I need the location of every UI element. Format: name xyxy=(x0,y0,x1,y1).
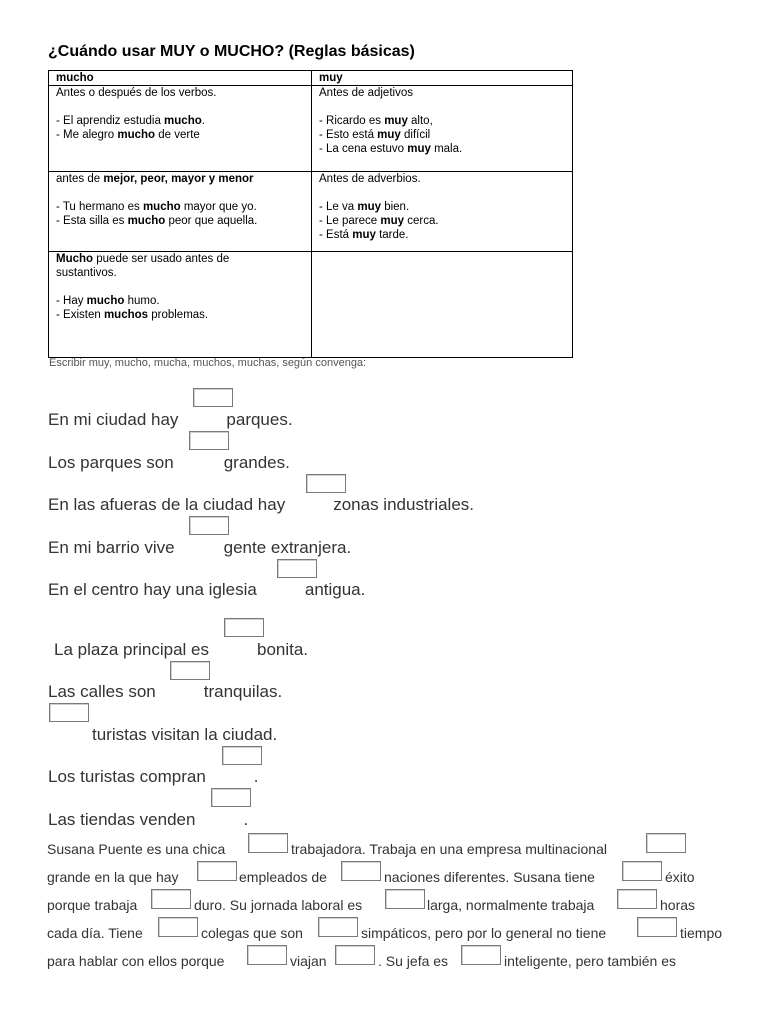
rule-line xyxy=(319,142,565,156)
paragraph-text: viajan xyxy=(290,953,327,969)
paragraph-text: larga, normalmente trabaja xyxy=(427,897,595,913)
exercise-sentence: Los parques son grandes. xyxy=(48,453,290,472)
rule-text: - Tu hermano es xyxy=(56,201,143,213)
answer-box-1[interactable] xyxy=(193,388,233,407)
rule-line xyxy=(56,128,304,142)
bold-keyword: mucho xyxy=(117,129,156,141)
paragraph-answer-box[interactable] xyxy=(617,889,657,909)
paragraph-answer-box[interactable] xyxy=(637,917,677,937)
rule-text: - Le parece xyxy=(319,215,381,227)
paragraph-answer-box[interactable] xyxy=(341,861,381,881)
rule-line xyxy=(56,266,304,280)
paragraph-answer-box[interactable] xyxy=(248,833,288,853)
bold-keyword: muy xyxy=(380,215,405,227)
bold-keyword: muy xyxy=(357,201,382,213)
paragraph-text: tiempo xyxy=(680,925,723,941)
paragraph-text: . Su jefa es xyxy=(378,953,449,969)
bold-keyword: mucho xyxy=(86,295,125,307)
exercise-sentence: Los turistas compran . xyxy=(48,767,259,786)
rule-line xyxy=(319,172,565,186)
rule-text: de verte xyxy=(155,129,200,141)
rule-line xyxy=(56,308,304,322)
paragraph-text: cada día. Tiene xyxy=(47,925,143,941)
answer-box-2[interactable] xyxy=(189,431,229,450)
bold-keyword: muy xyxy=(407,143,431,155)
rule-text: - Esta silla es xyxy=(56,215,128,227)
rule-line xyxy=(56,172,304,186)
exercise-sentence: Las calles son tranquilas. xyxy=(48,682,283,701)
paragraph-text: inteligente, pero también es xyxy=(504,953,676,969)
rule-text: - Existen xyxy=(56,309,104,321)
rule-spacer xyxy=(56,186,304,200)
rule-text: alto, xyxy=(407,115,433,127)
paragraph-answer-box[interactable] xyxy=(247,945,287,965)
answer-box-6[interactable] xyxy=(224,618,264,637)
answer-box-5[interactable] xyxy=(277,559,317,578)
rule-line xyxy=(319,228,565,242)
bold-keyword: muy xyxy=(377,129,401,141)
paragraph-answer-box[interactable] xyxy=(461,945,501,965)
column-header-muy: muy xyxy=(312,71,573,86)
exercise-sentence: La plaza principal es bonita. xyxy=(54,640,309,659)
exercise-sentence: En el centro hay una iglesia antigua. xyxy=(48,580,366,599)
rule-spacer xyxy=(319,186,565,200)
instructions: Escribir muy, mucho, mucha, muchos, muchas, según convenga: xyxy=(49,357,367,369)
paragraph-answer-box[interactable] xyxy=(646,833,686,853)
exercise-sentence: En mi barrio vive gente extranjera. xyxy=(48,538,352,557)
bold-keyword: mejor, peor, mayor y menor xyxy=(103,173,254,185)
exercise-sentence: En mi ciudad hay parques. xyxy=(48,410,293,429)
bold-keyword: muchos xyxy=(103,309,149,321)
rule-text: tarde. xyxy=(375,229,409,241)
rule-text: - Esto está xyxy=(319,129,378,141)
rule-text: humo. xyxy=(124,295,160,307)
rule-text: - El aprendiz estudia xyxy=(56,115,165,127)
rule-text: - Hay xyxy=(56,295,87,307)
paragraph-text: trabajadora. Trabaja en una empresa multinacional xyxy=(291,841,607,857)
rule-cell xyxy=(49,252,312,358)
exercise-sentence: turistas visitan la ciudad. xyxy=(92,725,278,744)
rule-line xyxy=(319,114,565,128)
rule-cell xyxy=(49,172,312,252)
rule-text: - Ricardo es xyxy=(319,115,385,127)
answer-box-7[interactable] xyxy=(170,661,210,680)
answer-box-8[interactable] xyxy=(49,703,89,722)
paragraph-text: duro. Su jornada laboral es xyxy=(194,897,363,913)
paragraph-text: grande en la que hay xyxy=(47,869,179,885)
paragraph-text: éxito xyxy=(665,869,695,885)
rule-line xyxy=(319,200,565,214)
rule-text: Antes de adjetivos xyxy=(319,87,413,99)
paragraph-answer-box[interactable] xyxy=(318,917,358,937)
rule-text: puede ser usado antes de xyxy=(93,253,230,265)
paragraph-text: Susana Puente es una chica xyxy=(47,841,226,857)
paragraph-text: naciones diferentes. Susana tiene xyxy=(384,869,595,885)
bold-keyword: muy xyxy=(384,115,408,127)
rule-text: - Me alegro xyxy=(56,129,118,141)
paragraph-text: para hablar con ellos porque xyxy=(47,953,225,969)
bold-keyword: Mucho xyxy=(56,253,94,265)
page-title: ¿Cuándo usar MUY o MUCHO? (Reglas básicas) xyxy=(48,43,415,60)
rule-cell xyxy=(312,252,573,358)
paragraph-answer-box[interactable] xyxy=(151,889,191,909)
rule-line xyxy=(319,128,565,142)
rule-text: antes de xyxy=(56,173,104,185)
column-header-mucho: mucho xyxy=(49,71,312,86)
rule-text: problemas. xyxy=(148,309,209,321)
rule-line xyxy=(56,114,304,128)
paragraph-answer-box[interactable] xyxy=(158,917,198,937)
bold-keyword: muy xyxy=(352,229,376,241)
rule-text: mala. xyxy=(430,143,463,155)
rule-text: mayor que yo. xyxy=(180,201,257,213)
bold-keyword: mucho xyxy=(164,115,202,127)
rule-line xyxy=(319,214,565,228)
paragraph-answer-box[interactable] xyxy=(385,889,425,909)
rule-line xyxy=(56,294,304,308)
rules-table xyxy=(48,70,573,358)
answer-box-3[interactable] xyxy=(306,474,346,493)
paragraph-text: empleados de xyxy=(239,869,327,885)
rule-line xyxy=(319,86,565,100)
rule-text: Antes de adverbios. xyxy=(319,173,421,185)
rule-line xyxy=(56,200,304,214)
rule-line xyxy=(56,214,304,228)
exercise-sentence: Las tiendas venden . xyxy=(48,810,249,829)
rule-spacer xyxy=(56,280,304,294)
rule-line xyxy=(56,86,304,100)
rule-spacer xyxy=(319,100,565,114)
bold-keyword: mucho xyxy=(127,215,166,227)
rule-text: . xyxy=(201,115,205,127)
rule-text: - Está xyxy=(319,229,353,241)
rule-cell xyxy=(312,86,573,172)
paragraph-text: colegas que son xyxy=(201,925,303,941)
rule-line xyxy=(56,252,304,266)
rule-cell xyxy=(49,86,312,172)
exercise-sentence: En las afueras de la ciudad hay zonas industriales. xyxy=(48,495,475,514)
paragraph-answer-box[interactable] xyxy=(335,945,375,965)
rule-text: peor que aquella. xyxy=(165,215,258,227)
paragraph-answer-box[interactable] xyxy=(197,861,237,881)
paragraph-text: horas xyxy=(660,897,696,913)
rule-text: difícil xyxy=(400,129,431,141)
rule-text: - La cena estuvo xyxy=(319,143,408,155)
rule-text: - Le va xyxy=(319,201,358,213)
paragraph-text: simpáticos, pero por lo general no tiene xyxy=(361,925,607,941)
answer-box-4[interactable] xyxy=(189,516,229,535)
answer-box-9[interactable] xyxy=(222,746,262,765)
rule-spacer xyxy=(56,100,304,114)
paragraph-answer-box[interactable] xyxy=(622,861,662,881)
rule-cell xyxy=(312,172,573,252)
rule-text: cerca. xyxy=(404,215,439,227)
rule-text: bien. xyxy=(381,201,410,213)
rule-text: sustantivos. xyxy=(56,267,117,279)
rule-text: Antes o después de los verbos. xyxy=(56,87,217,99)
bold-keyword: mucho xyxy=(142,201,181,213)
answer-box-10[interactable] xyxy=(211,788,251,807)
paragraph-text: porque trabaja xyxy=(47,897,138,913)
